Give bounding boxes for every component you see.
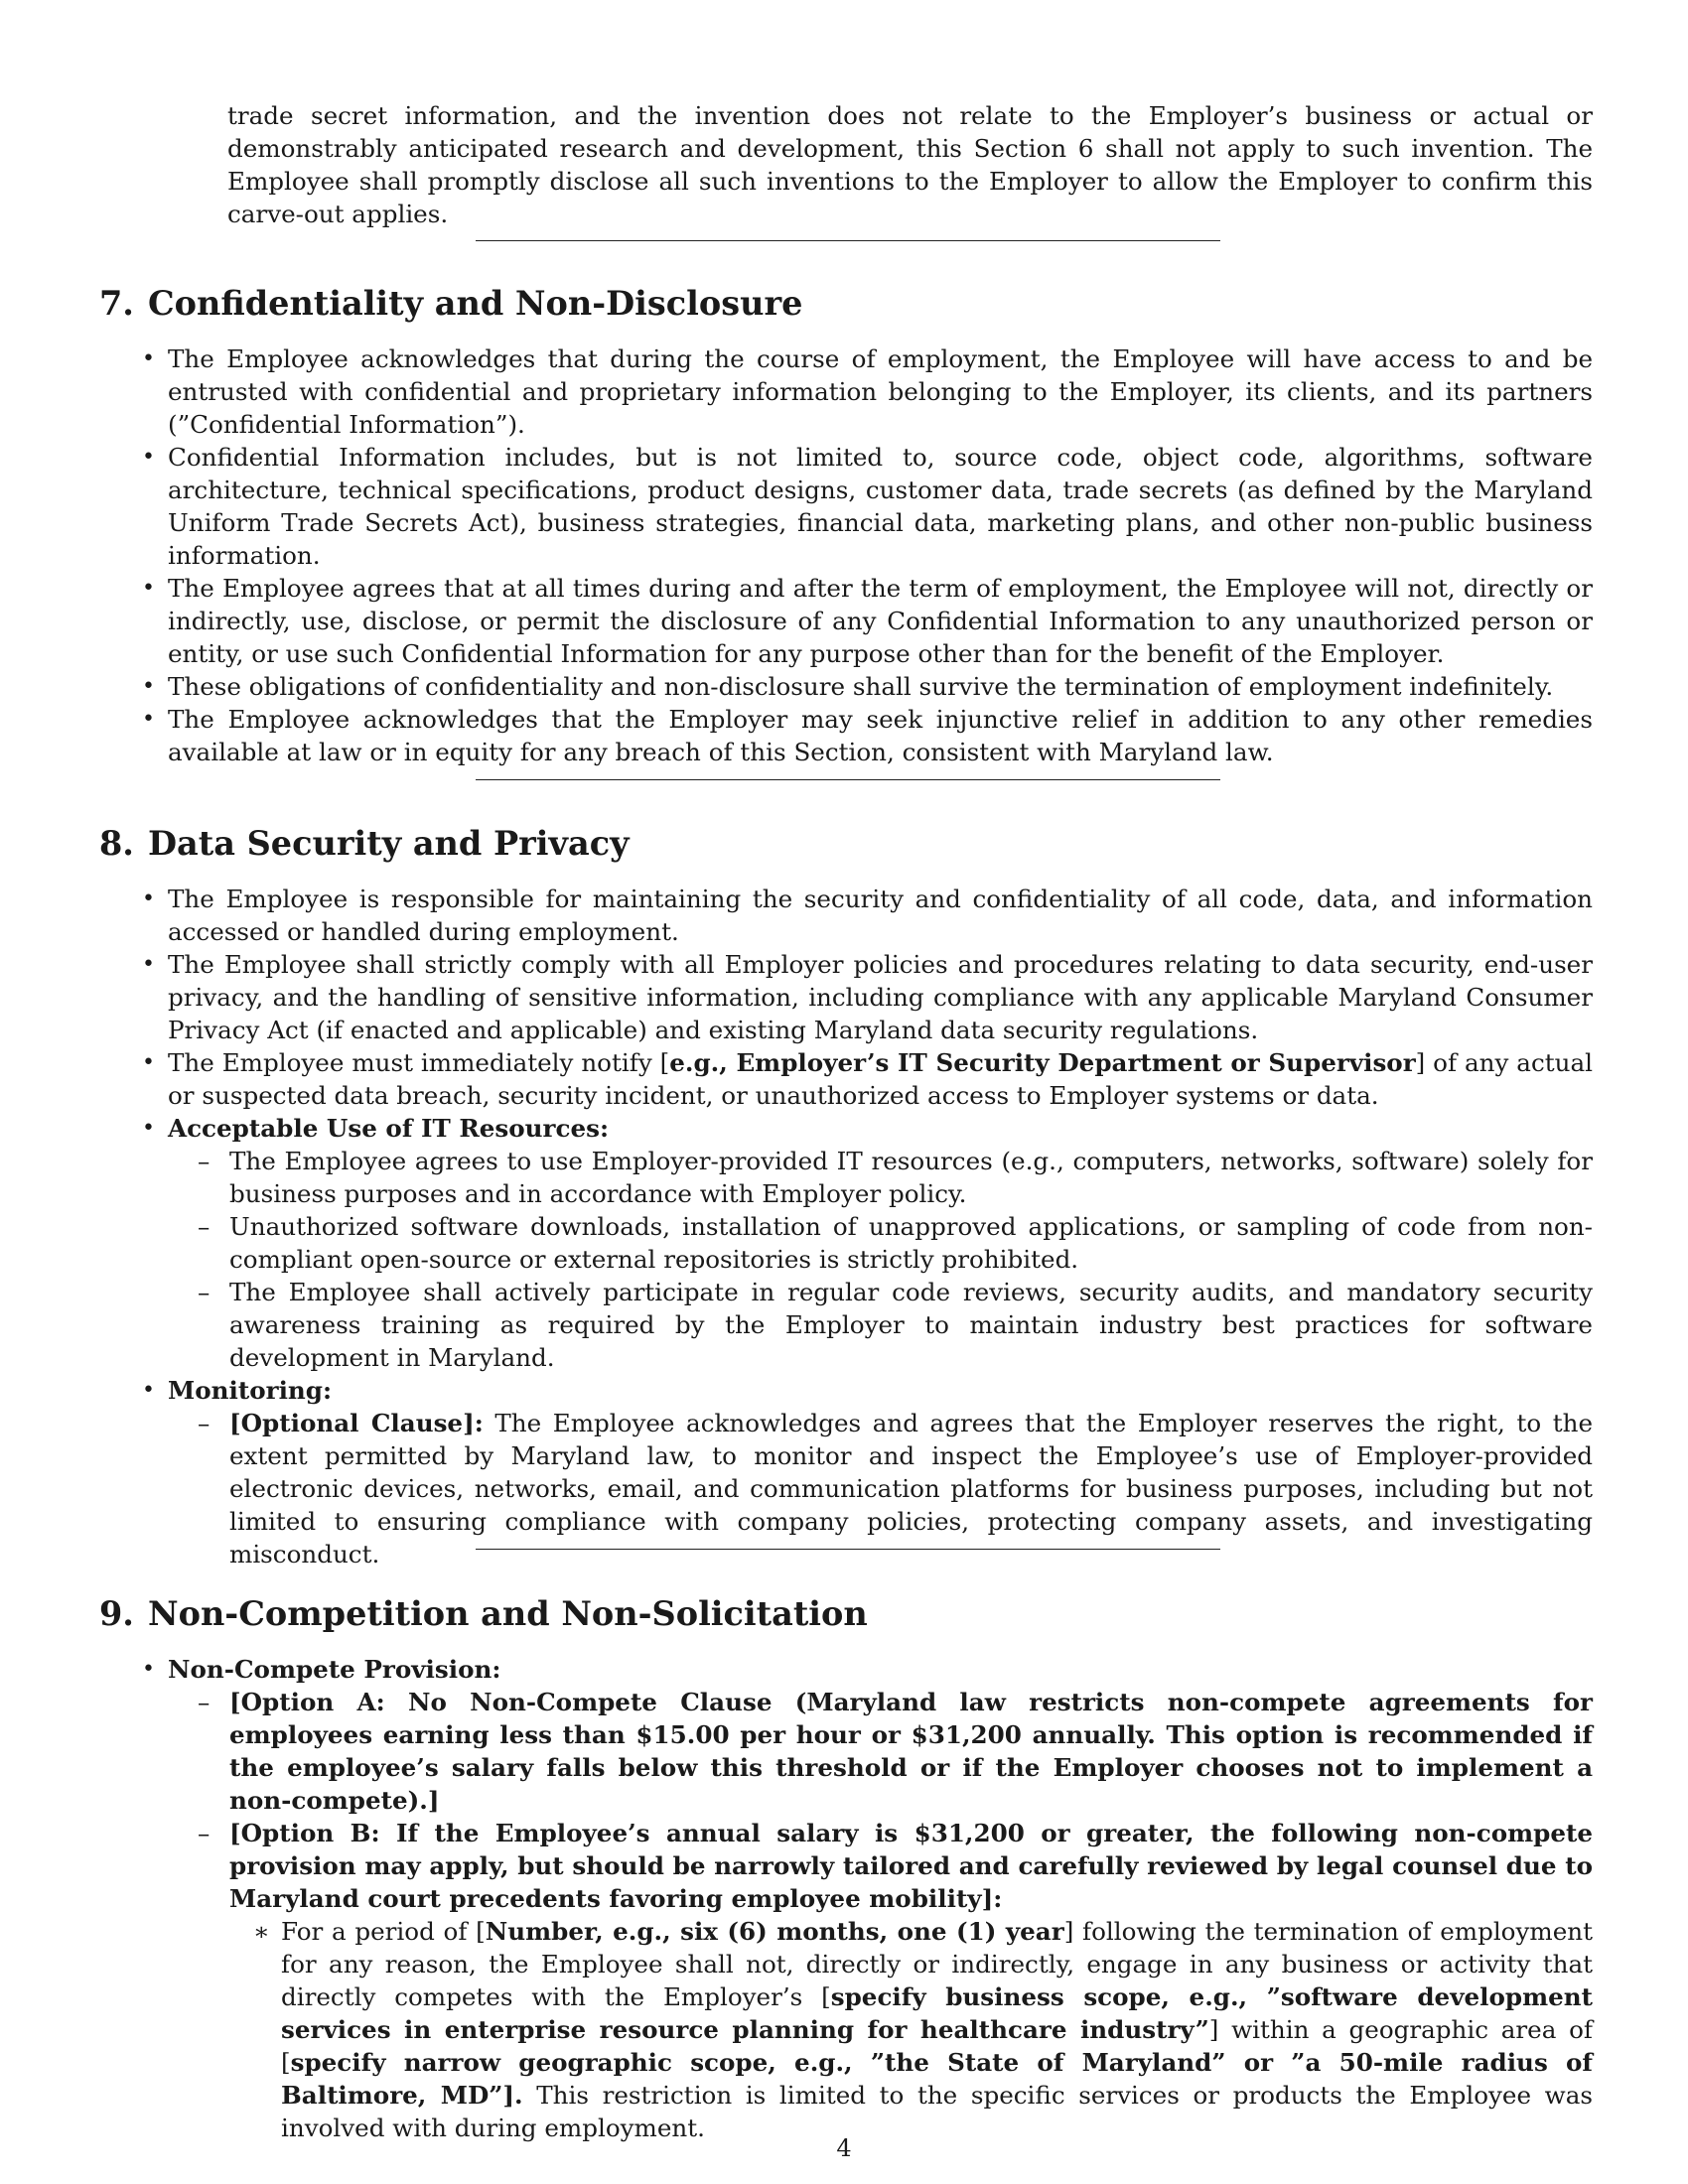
section7-bullet: • The Employee acknowledges that during the course of employment, the Employee will have access to and be entrusted with confidential and proprietary information belonging to the Employer, its clients, and its partners (”Confidential Information”). bbox=[168, 342, 1593, 441]
acceptable-use-item: – Unauthorized software downloads, installation of unapproved applications, or sampling of code from non-compliant open-source or external repositories is strictly prohibited. bbox=[229, 1210, 1593, 1276]
monitoring-label: Monitoring: bbox=[168, 1376, 333, 1405]
section9-heading bbox=[99, 1594, 868, 1634]
section7-heading bbox=[99, 284, 802, 324]
section7-bullet: • Confidential Information includes, but is not limited to, source code, object code, algorithms, software architecture, technical specifications, product designs, customer data, trade secrets (as defined by the Maryland Uniform Trade Secrets Act), business strategies, financial data, marketing plans, and other non-public business information. bbox=[168, 441, 1593, 572]
section7-bullet: • The Employee agrees that at all times during and after the term of employment, the Employee will not, directly or indirectly, use, disclose, or permit the disclosure of any Confidential Information to any unauthorized person or entity, or use such Confidential Information for any purpose other than for the benefit of the Employer. bbox=[168, 572, 1593, 670]
clause-text: This restriction is limited to the specific services or products the Employee was involved with during employment. bbox=[281, 2081, 1593, 2142]
monitoring-bullet bbox=[168, 1374, 1593, 1570]
page-number: 4 bbox=[836, 2134, 852, 2162]
monitoring-list bbox=[229, 1407, 1593, 1570]
business-scope-placeholder: specify business scope, e.g., ”software development services in enterprise resource planning for healthcare industry” bbox=[281, 1982, 1593, 2044]
section-divider bbox=[476, 240, 1220, 241]
acceptable-use-list bbox=[229, 1145, 1593, 1374]
monitoring-item bbox=[229, 1407, 1593, 1570]
notify-text-post: ] of any actual or suspected data breach, security incident, or unauthorized access to Employer systems or data. bbox=[168, 1048, 1593, 1110]
optional-clause-label: [Optional Clause]: bbox=[229, 1409, 484, 1437]
section9-number: 9. bbox=[99, 1594, 134, 1633]
section7-bullet: • The Employee acknowledges that the Employer may seek injunctive relief in addition to any other remedies available at law or in equity for any breach of this Section, consistent with Maryland law. bbox=[168, 703, 1593, 768]
option-b-text: [Option B: If the Employee’s annual salary is $31,200 or greater, the following non-compete provision may apply, but should be narrowly tailored and carefully reviewed by legal counsel due to Maryland court precedents favoring employee mobility]: bbox=[229, 1819, 1593, 1913]
option-b-sublist bbox=[281, 1915, 1593, 2144]
clause-text: ] following the termination of employment for any reason, the Employee shall not, directly or indirectly, engage in any business or activity that directly competes with the Employer’s [ bbox=[281, 1917, 1593, 2011]
noncompete-options bbox=[229, 1686, 1593, 2144]
period-placeholder: Number, e.g., six (6) months, one (1) year bbox=[485, 1917, 1064, 1946]
noncompete-label: Non-Compete Provision: bbox=[168, 1655, 501, 1684]
option-b-clause bbox=[281, 1915, 1593, 2144]
section6-continuation-paragraph: trade secret information, and the invention does not relate to the Employer’s business or actual or demonstrably anticipated research and development, this Section 6 shall not apply to such invention. The Employee shall promptly disclose all such inventions to the Employer to allow the Employer to confirm this carve-out applies. bbox=[227, 101, 1593, 228]
section9-list bbox=[168, 1653, 1593, 2144]
section8-number: 8. bbox=[99, 824, 134, 863]
acceptable-use-bullet bbox=[168, 1112, 1593, 1374]
section-divider bbox=[476, 1549, 1220, 1550]
option-b bbox=[229, 1817, 1593, 2144]
section8-bullet bbox=[168, 1046, 1593, 1112]
geographic-scope-placeholder: specify narrow geographic scope, e.g., ”the State of Maryland” or ”a 50-mile radius of Baltimore, MD”]. bbox=[281, 2048, 1593, 2110]
noncompete-bullet bbox=[168, 1653, 1593, 2144]
section7-title: Confidentiality and Non-Disclosure bbox=[147, 284, 803, 323]
section8-title: Data Security and Privacy bbox=[147, 824, 630, 863]
section8-bullet: • The Employee is responsible for maintaining the security and confidentiality of all code, data, and information accessed or handled during employment. bbox=[168, 883, 1593, 948]
section7-number: 7. bbox=[99, 284, 134, 323]
acceptable-use-item: – The Employee shall actively participate in regular code reviews, security audits, and mandatory security awareness training as required by the Employer to maintain industry best practices for software development in Maryland. bbox=[229, 1276, 1593, 1374]
option-a-text: [Option A: No Non-Compete Clause (Maryland law restricts non-compete agreements for employees earning less than $15.00 per hour or $31,200 annually. This option is recommended if the employee’s salary falls below this threshold or if the Employer chooses not to implement a non-compete).] bbox=[229, 1688, 1593, 1815]
clause-text: ] within a geographic area of [ bbox=[281, 2015, 1593, 2077]
clause-text: For a period of [ bbox=[281, 1917, 486, 1946]
section8-bullet: • The Employee shall strictly comply with all Employer policies and procedures relating to data security, end-user privacy, and the handling of sensitive information, including compliance with any applicable Maryland Consumer Privacy Act (if enacted and applicable) and existing Maryland data security regulations. bbox=[168, 948, 1593, 1046]
section8-heading bbox=[99, 824, 630, 864]
section7-list bbox=[168, 342, 1593, 768]
option-a bbox=[229, 1686, 1593, 1817]
section9-title: Non-Competition and Non-Solicitation bbox=[147, 1594, 868, 1633]
notify-text-pre: The Employee must immediately notify [ bbox=[168, 1048, 670, 1077]
section8-list bbox=[168, 883, 1593, 1570]
acceptable-use-label: Acceptable Use of IT Resources: bbox=[168, 1114, 610, 1143]
notify-contact-placeholder: e.g., Employer’s IT Security Department or Supervisor bbox=[669, 1048, 1416, 1077]
acceptable-use-item: – The Employee agrees to use Employer-provided IT resources (e.g., computers, networks, software) solely for business purposes and in accordance with Employer policy. bbox=[229, 1145, 1593, 1210]
section-divider bbox=[476, 779, 1220, 780]
section7-bullet: • These obligations of confidentiality and non-disclosure shall survive the termination of employment indefinitely. bbox=[168, 670, 1593, 703]
monitoring-text: The Employee acknowledges and agrees that the Employer reserves the right, to the extent permitted by Maryland law, to monitor and inspect the Employee’s use of Employer-provided electronic devices, networks, email, and communication platforms for business purposes, including but not limited to ensuring compliance with company policies, protecting company assets, and investigating misconduct. bbox=[229, 1409, 1593, 1569]
